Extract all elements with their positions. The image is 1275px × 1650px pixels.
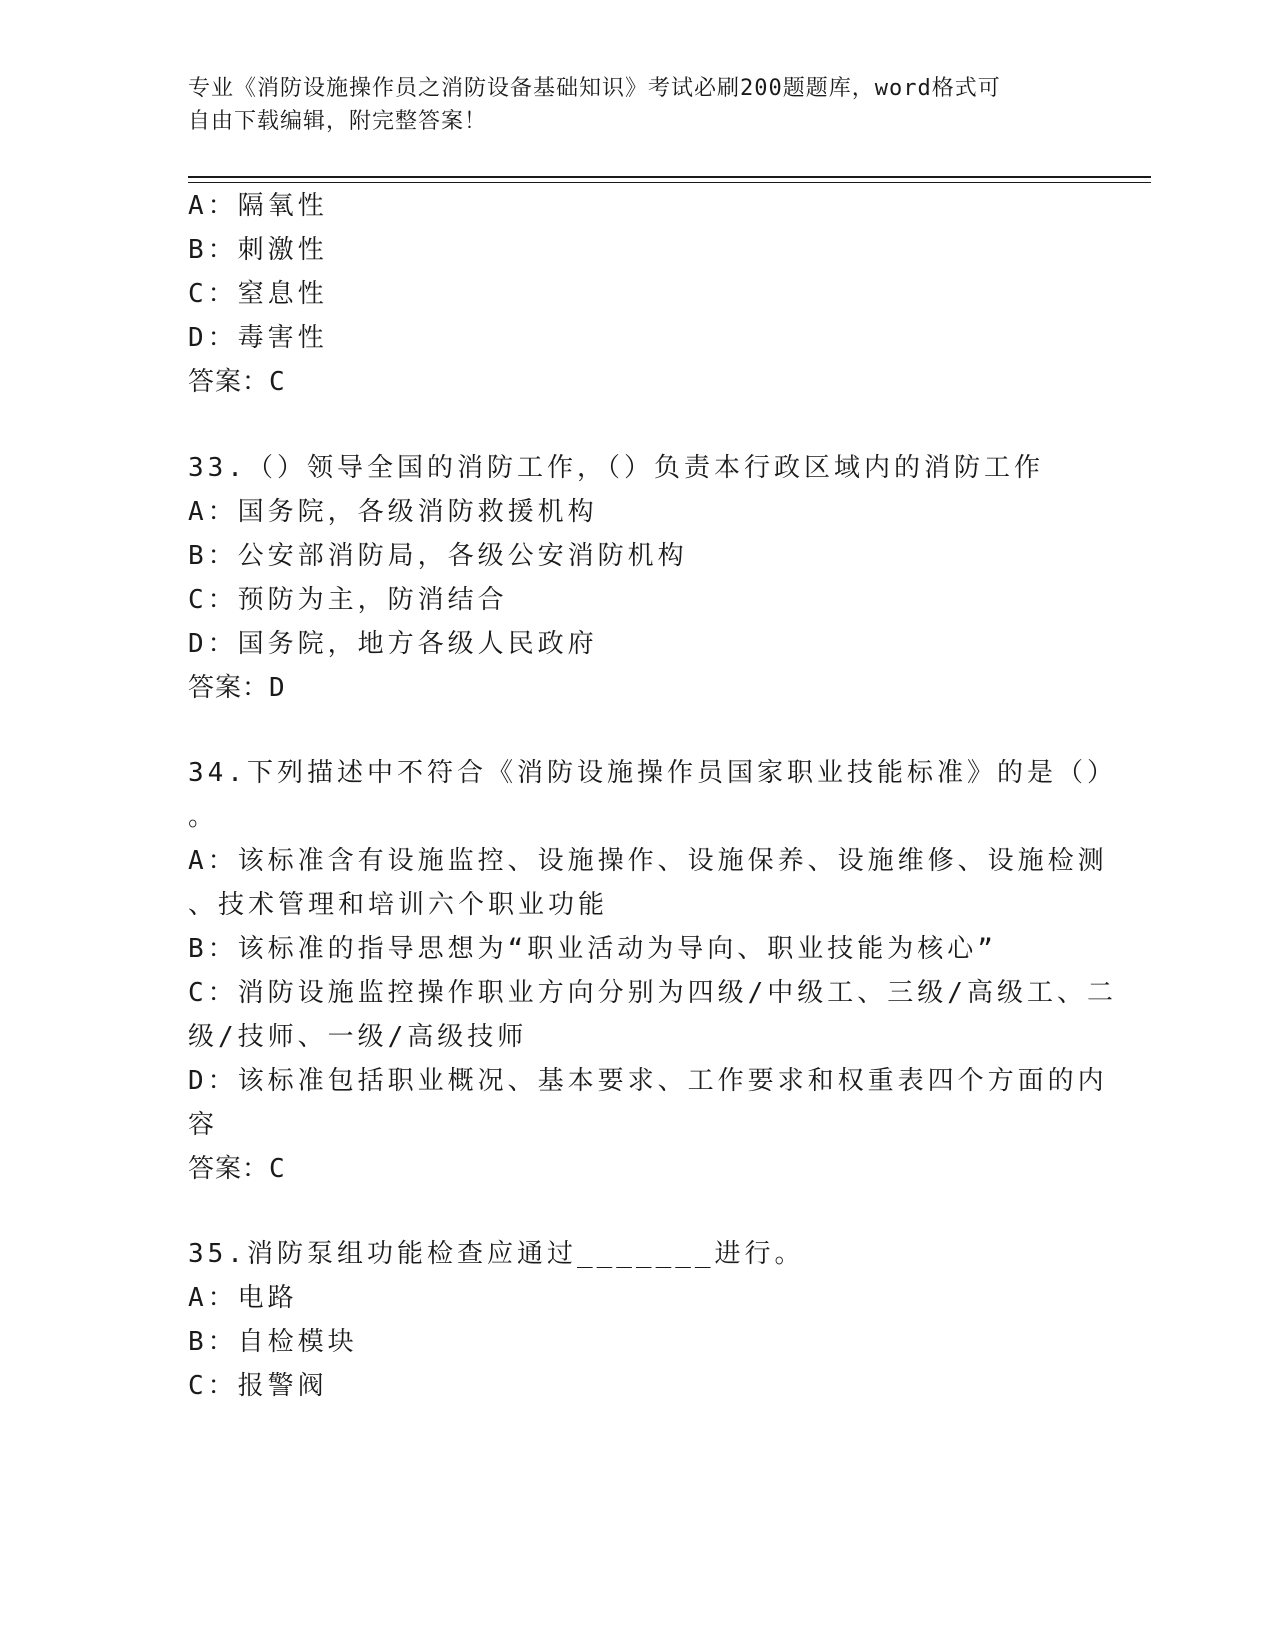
q33-option-a: A：国务院，各级消防救援机构 — [188, 497, 598, 527]
q35-option-b: B：自检模块 — [188, 1327, 358, 1357]
q33-option-b: B：公安部消防局，各级公安消防机构 — [188, 541, 688, 571]
answer-label: 答案： — [188, 367, 270, 397]
q34-question-line-2: 。 — [188, 802, 219, 832]
header-divider-thick — [188, 176, 1151, 178]
q32-answer — [188, 366, 286, 398]
q35-option-a: A：电路 — [188, 1283, 298, 1313]
q34-option-a-line-1: A：该标准含有设施监控、设施操作、设施保养、设施维修、设施检测 — [188, 846, 1108, 876]
q32-option-a: A：隔氧性 — [188, 191, 328, 221]
q34-option-a-line-2: 、技术管理和培训六个职业功能 — [188, 890, 609, 920]
q33-answer — [188, 672, 286, 704]
q33-option-c: C：预防为主，防消结合 — [188, 585, 508, 615]
q34-option-c-line-2: 级/技师、一级/高级技师 — [188, 1022, 528, 1052]
answer-value: C — [269, 1154, 286, 1184]
q35-option-c: C：报警阀 — [188, 1371, 328, 1401]
header-title-line-2: 自由下载编辑，附完整答案！ — [188, 109, 488, 134]
q34-option-c-line-1: C：消防设施监控操作职业方向分别为四级/中级工、三级/高级工、二 — [188, 978, 1117, 1008]
q34-option-d-line-1: D：该标准包括职业概况、基本要求、工作要求和权重表四个方面的内 — [188, 1066, 1108, 1096]
q34-answer — [188, 1153, 286, 1185]
header-title-line-1: 专业《消防设施操作员之消防设备基础知识》考试必刷200题题库，word格式可 — [188, 76, 1001, 101]
answer-label: 答案： — [188, 1154, 270, 1184]
q34-question-line-1: 34.下列描述中不符合《消防设施操作员国家职业技能标准》的是（） — [188, 758, 1117, 788]
q33-option-d: D：国务院，地方各级人民政府 — [188, 629, 598, 659]
q34-option-d-line-2: 容 — [188, 1110, 219, 1140]
q32-option-c: C：窒息性 — [188, 279, 328, 309]
q33-question: 33.（）领导全国的消防工作，（）负责本行政区域内的消防工作 — [188, 453, 1044, 483]
document-header — [188, 72, 1088, 138]
answer-label: 答案： — [188, 673, 270, 703]
header-divider-thin — [188, 182, 1151, 183]
answer-value: C — [269, 367, 286, 397]
answer-value: D — [269, 673, 286, 703]
q32-option-b: B：刺激性 — [188, 235, 328, 265]
q32-option-d: D：毒害性 — [188, 323, 328, 353]
q34-option-b: B：该标准的指导思想为“职业活动为导向、职业技能为核心” — [188, 934, 997, 964]
q35-question: 35.消防泵组功能检查应通过_______进行。 — [188, 1239, 805, 1269]
